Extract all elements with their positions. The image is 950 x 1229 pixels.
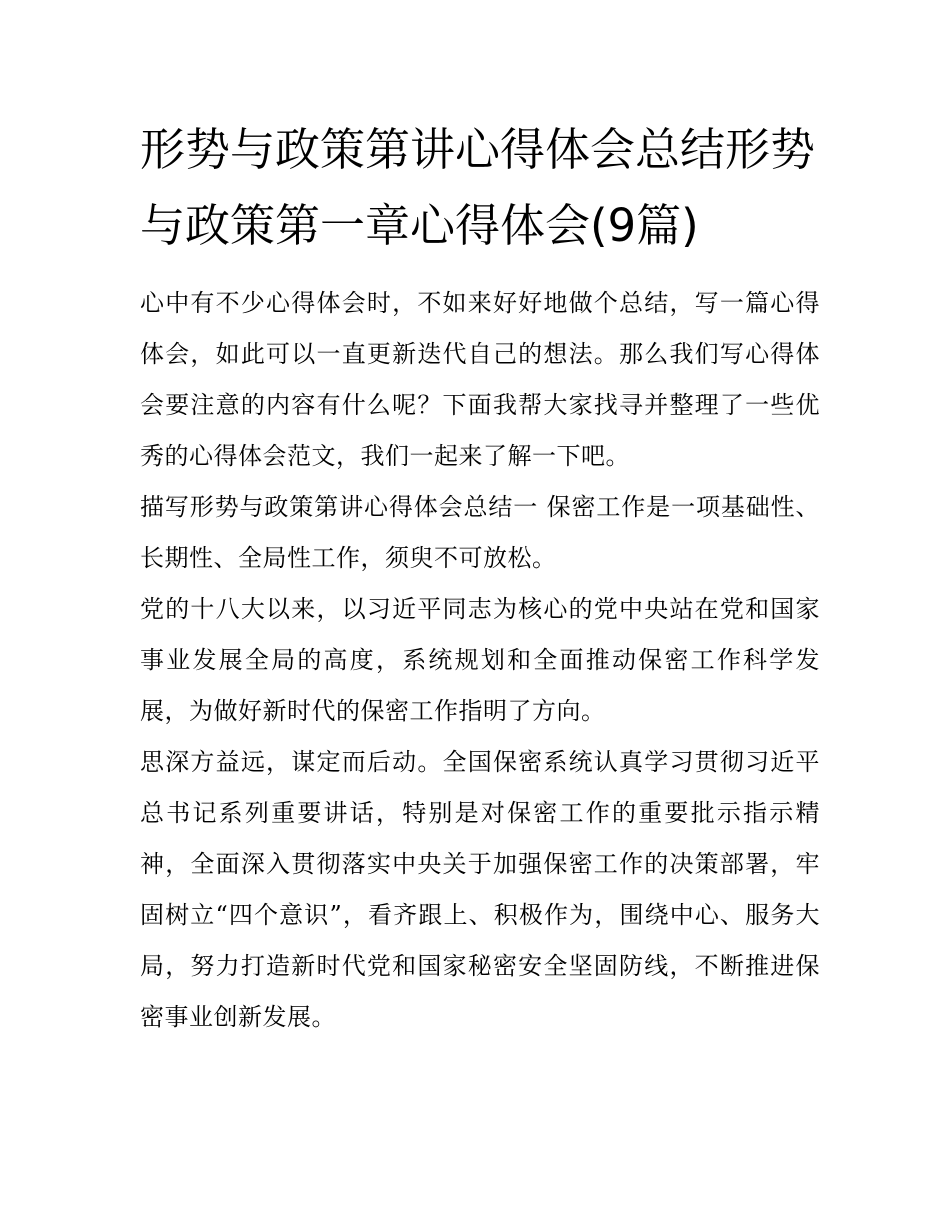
document-title: 形势与政策第讲心得体会总结形势与政策第一章心得体会(9篇) bbox=[140, 123, 816, 252]
paragraph-party-congress: 党的十八大以来，以习近平同志为核心的党中央站在党和国家事业发展全局的高度，系统规划和全面推动保密工作科学发展，为做好新时代的保密工作指明了方向。 bbox=[140, 595, 820, 725]
paragraph-heading-one: 描写形势与政策第讲心得体会总结一 保密工作是一项基础性、长期性、全局性工作，须臾不可放松。 bbox=[140, 493, 820, 572]
paragraph-intro: 心中有不少心得体会时，不如来好好地做个总结，写一篇心得体会，如此可以一直更新迭代自己的想法。那么我们写心得体会要注意的内容有什么呢？下面我帮大家找寻并整理了一些优秀的心得体会范文，我们一起来了解一下吧。 bbox=[140, 289, 820, 470]
paragraph-strategy: 思深方益远，谋定而后动。全国保密系统认真学习贯彻习近平总书记系列重要讲话，特别是对保密工作的重要批示指示精神，全面深入贯彻落实中央关于加强保密工作的决策部署，牢固树立“四个意识”，看齐跟上、积极作为，围绕中心、服务大局，努力打造新时代党和国家秘密安全坚固防线，不断推进保密事业创新发展。 bbox=[140, 748, 820, 1031]
document-page bbox=[140, 112, 820, 1043]
